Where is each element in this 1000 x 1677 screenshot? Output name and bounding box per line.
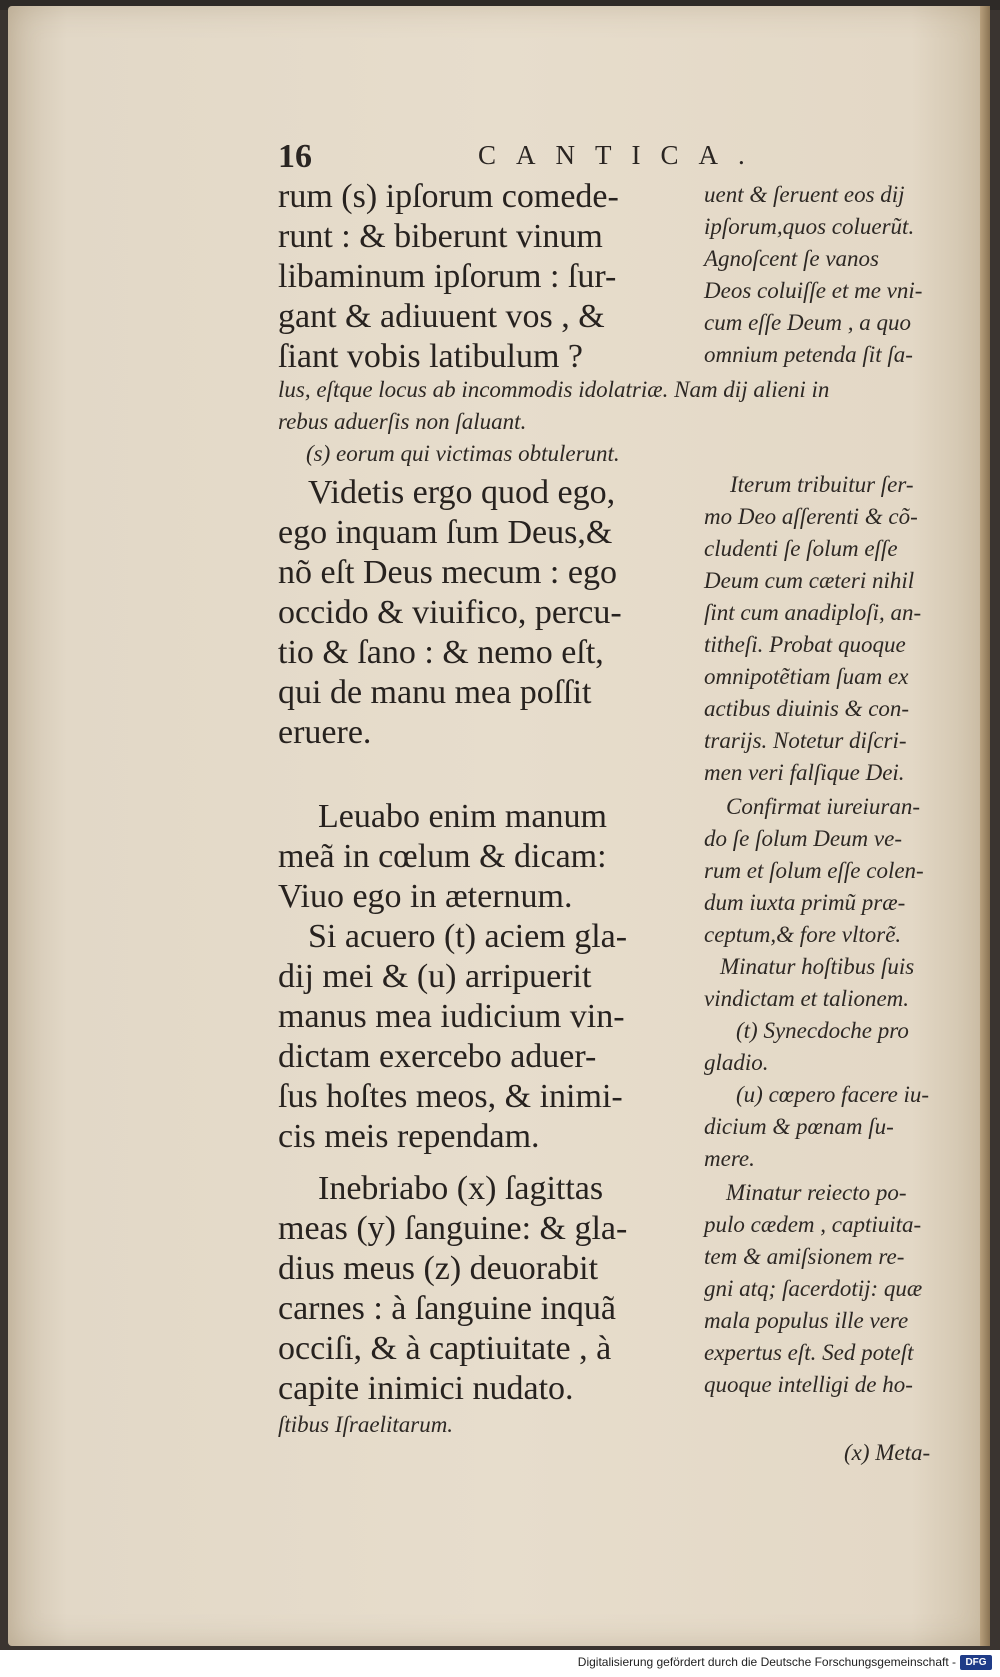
main-text-line: nõ eſt Deus mecum : ego [278, 554, 617, 591]
main-text-line: occiſi, & à captiuitate , à [278, 1330, 612, 1367]
main-text-line: eruere. [278, 714, 372, 751]
main-text-line: Videtis ergo quod ego, [308, 474, 616, 511]
main-text-line: gant & adiuuent vos , & [278, 298, 605, 335]
marginal-note-line: tem & amiſsionem re- [704, 1244, 905, 1269]
marginal-note-line: quoque intelligi de ho- [704, 1372, 913, 1397]
marginal-note-line: do ſe ſolum Deum ve- [704, 826, 902, 851]
digitization-footer [0, 1650, 1000, 1677]
marginal-note-line: titheſi. Probat quoque [704, 632, 906, 657]
marginal-note-line: Deos coluiſſe et me vni- [704, 278, 923, 303]
note-line: ſtibus Iſraelitarum. [278, 1412, 454, 1437]
marginal-note-line: Minatur hoſtibus ſuis [720, 954, 915, 979]
marginal-note-line: cum eſſe Deum , a quo [704, 310, 911, 335]
marginal-note-line: gni atq; ſacerdotij: quæ [704, 1276, 923, 1301]
catchword: (x) Meta- [844, 1440, 931, 1465]
marginal-note-line: actibus diuinis & con- [704, 696, 910, 721]
marginal-note-line: cludenti ſe ſolum eſſe [704, 536, 898, 561]
main-text-line: tio & ſano : & nemo eſt, [278, 634, 604, 671]
marginal-note-line: Minatur reiecto po- [726, 1180, 907, 1205]
page-header [278, 138, 978, 178]
marginal-note-line: (u) cœpero facere iu- [736, 1082, 930, 1107]
main-text-line: Leuabo enim manum [318, 798, 607, 835]
marginal-note-line: omnium petenda ſit ſa- [704, 342, 913, 367]
folio-number: 16 [278, 138, 312, 175]
main-text-line: carnes : à ſanguine inquã [278, 1290, 616, 1327]
marginal-note-line: dicium & pœnam ſu- [704, 1114, 894, 1139]
note-line: lus, eſtque locus ab incommodis idolatriæ. Nam dij alieni in [278, 377, 830, 402]
marginal-note-line: omnipotẽtiam ſuam ex [704, 664, 909, 689]
main-text-line: meã in cœlum & dicam: [278, 838, 607, 875]
marginal-note-line: mere. [704, 1146, 755, 1171]
main-text-line: runt : & biberunt vinum [278, 218, 603, 255]
footnote-line: (s) eorum qui victimas obtulerunt. [306, 441, 620, 466]
marginal-note-line: vindictam et talionem. [704, 986, 910, 1011]
marginal-note-line: ceptum,& fore vltorẽ. [704, 922, 902, 947]
marginal-note-line: Iterum tribuitur ſer- [730, 472, 914, 497]
main-text-line: dius meus (z) deuorabit [278, 1250, 599, 1287]
main-text-line: meas (y) ſanguine: & gla- [278, 1210, 628, 1247]
main-text-line: ſiant vobis latibulum ? [278, 338, 584, 375]
marginal-note-line: men veri falſique Dei. [704, 760, 905, 785]
main-text-line: Viuo ego in æternum. [278, 878, 573, 915]
main-text-line: occido & viuifico, percu- [278, 594, 622, 631]
main-text-line: qui de manu mea poſſit [278, 674, 592, 711]
main-text-line: dij mei & (u) arripuerit [278, 958, 592, 995]
main-text-line: cis meis rependam. [278, 1118, 540, 1155]
main-text-line: manus mea iudicium vin- [278, 998, 625, 1035]
running-title: CANTICA. [478, 140, 765, 170]
marginal-note-line: expertus eſt. Sed poteſt [704, 1340, 914, 1365]
marginal-note-line: trarijs. Notetur diſcri- [704, 728, 907, 753]
main-text-line: ſus hoſtes meos, & inimi- [278, 1078, 623, 1115]
marginal-note-line: Confirmat iureiuran- [726, 794, 921, 819]
page-fore-edge [980, 6, 990, 1646]
main-text-line: Si acuero (t) aciem gla- [308, 918, 628, 955]
main-text-line: dictam exercebo aduer- [278, 1038, 597, 1075]
dfg-logo-icon: DFG [960, 1655, 992, 1670]
marginal-note-line: pulo cædem , captiuita- [704, 1212, 922, 1237]
main-text-line: libaminum ipſorum : ſur- [278, 258, 617, 295]
note-line: rebus aduerſis non ſaluant. [278, 409, 527, 434]
marginal-note-line: Deum cum cæteri nihil [704, 568, 915, 593]
marginal-note-line: mo Deo aſſerenti & cõ- [704, 504, 918, 529]
main-text-line: ego inquam ſum Deus,& [278, 514, 613, 551]
marginal-note-line: ſint cum anadiploſi, an- [704, 600, 922, 625]
main-text-line: rum (s) ipſorum comede- [278, 178, 619, 215]
funding-credit: Digitalisierung gefördert durch die Deutsche Forschungsgemeinschaft - [577, 1655, 956, 1669]
marginal-note-line: ipſorum,quos coluerũt. [704, 214, 915, 239]
marginal-note-line: Agnoſcent ſe vanos [704, 246, 880, 271]
marginal-note-line: (t) Synecdoche pro [736, 1018, 909, 1043]
marginal-note-line: uent & ſeruent eos dij [704, 182, 905, 207]
main-text-line: Inebriabo (x) ſagittas [318, 1170, 604, 1207]
marginal-note-line: dum iuxta primũ præ- [704, 890, 906, 915]
main-text-line: capite inimici nudato. [278, 1370, 574, 1407]
marginal-note-line: gladio. [704, 1050, 769, 1075]
marginal-note-line: rum et ſolum eſſe colen- [704, 858, 924, 883]
marginal-note-line: mala populus ille vere [704, 1308, 909, 1333]
